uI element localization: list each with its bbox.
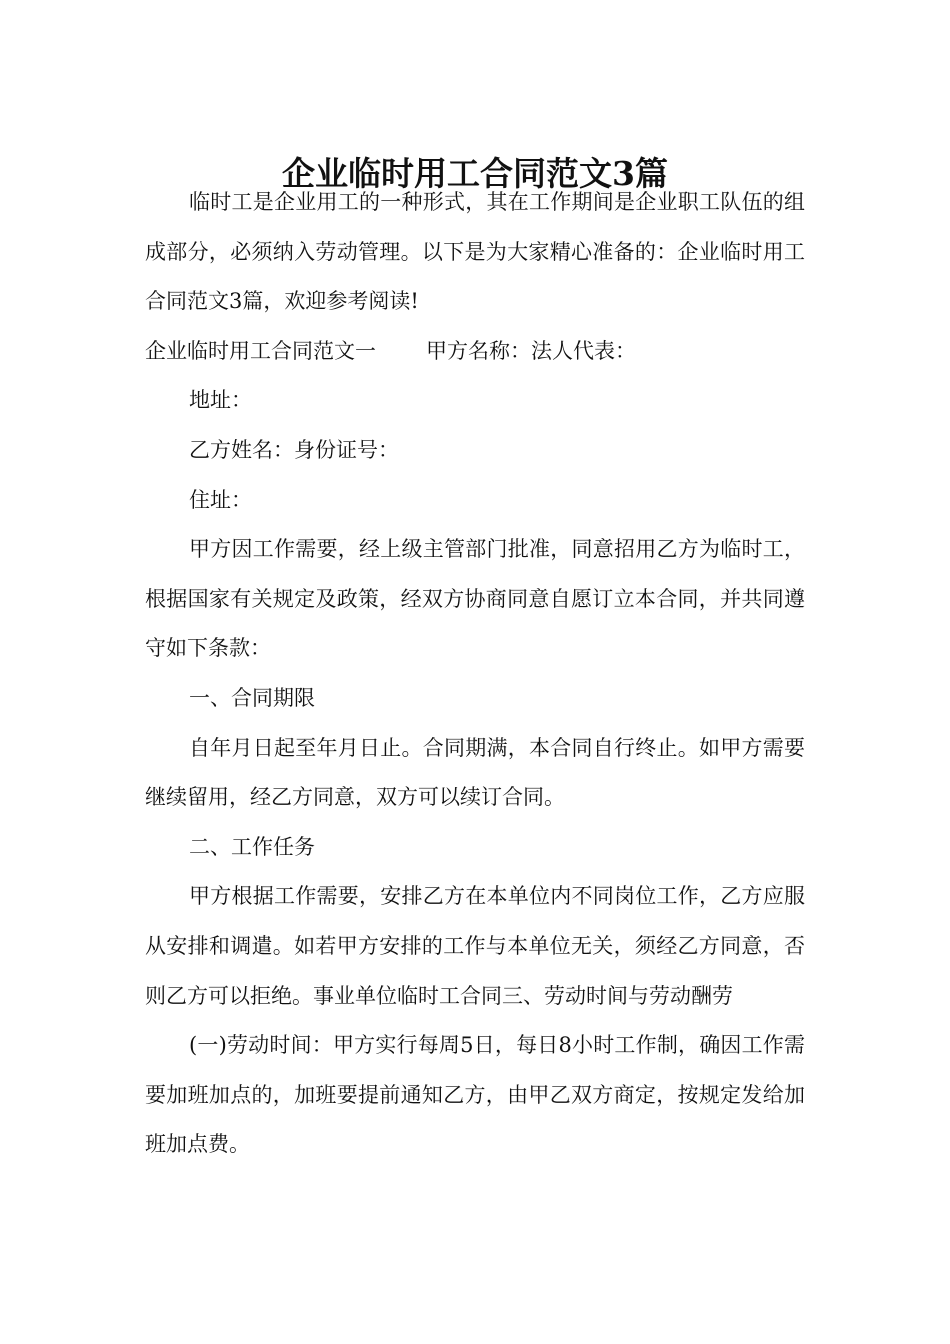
- preamble-paragraph: 甲方因工作需要，经上级主管部门批准，同意招用乙方为临时工，根据国家有关规定及政策，经双方协商同意自愿订立本合同，并共同遵守如下条款：: [145, 537, 805, 661]
- contract-one-header-line: [145, 327, 805, 377]
- party-a-address: 地址：: [189, 388, 252, 413]
- party-b-address: 住址：: [189, 487, 252, 512]
- intro-paragraph: 临时工是企业用工的一种形式，其在工作期间是企业职工队伍的组成部分，必须纳入劳动管理。以下是为大家精心准备的：企业临时用工合同范文3篇，欢迎参考阅读!: [145, 190, 805, 314]
- party-b-line: 乙方姓名：身份证号：: [189, 437, 399, 462]
- section-1-body: 自年月日起至年月日止。合同期满，本合同自行终止。如甲方需要继续留用，经乙方同意，双方可以续订合同。: [145, 735, 805, 810]
- contract-one-heading: 企业临时用工合同范文一: [145, 338, 376, 363]
- document-body: [145, 178, 805, 1170]
- section-1-title: 一、合同期限: [189, 685, 315, 710]
- section-3-item-1: (一)劳动时间：甲方实行每周5日，每日8小时工作制，确因工作需要加班加点的，加班要提前通知乙方，由甲乙双方商定，按规定发给加班加点费。: [145, 1033, 805, 1157]
- section-2-body: 甲方根据工作需要，安排乙方在本单位内不同岗位工作，乙方应服从安排和调遣。如若甲方安排的工作与本单位无关，须经乙方同意，否则乙方可以拒绝。事业单位临时工合同三、劳动时间与劳动酬劳: [145, 884, 805, 1008]
- party-a-line: 甲方名称：法人代表：: [426, 338, 636, 363]
- document-title: 企业临时用工合同范文3篇: [282, 154, 668, 194]
- section-2-title: 二、工作任务: [189, 834, 315, 859]
